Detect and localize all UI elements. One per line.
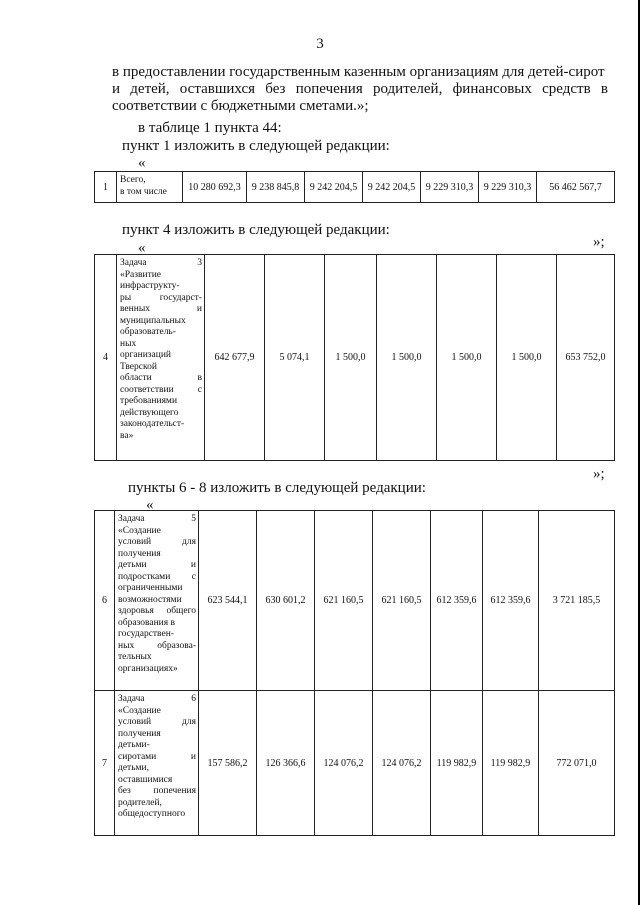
- task-name-line: образования в: [118, 617, 175, 628]
- table-row: [95, 255, 615, 461]
- opening-quote: «: [146, 497, 154, 513]
- task-name-line: подростками с: [118, 571, 196, 582]
- task-name-line: условий для: [118, 717, 196, 727]
- task-name-line: получения: [118, 728, 161, 739]
- task-name-line: Задача 3: [120, 258, 202, 268]
- task-name-line: ограниченными: [118, 583, 183, 593]
- row-number-cell: 6: [95, 511, 115, 691]
- task-name-line: детьми и: [118, 560, 196, 570]
- task-name-line: ва»: [120, 430, 134, 441]
- task-name-line: родителей,: [118, 797, 162, 808]
- intro-line: в предоставлении государственным казенным организациям для детей-сирот: [112, 64, 605, 80]
- task-name-line: требованиями: [120, 396, 178, 406]
- year-value-cell: 9 229 310,3: [479, 172, 537, 203]
- year-value-cell: 9 242 204,5: [305, 172, 363, 203]
- year-value-cell: 612 359,6: [431, 511, 483, 691]
- year-value-cell: 124 076,2: [373, 691, 431, 836]
- year-value-cell: 126 366,6: [257, 691, 315, 836]
- table-row: [95, 691, 615, 836]
- task-name-line: ных образова-: [118, 640, 196, 651]
- task-name-cell: [117, 255, 205, 461]
- year-value-cell: 621 160,5: [315, 511, 373, 691]
- task-name-line: получения: [118, 548, 161, 559]
- intro-paragraph: [112, 64, 608, 115]
- task-name-line: Тверской: [120, 361, 157, 372]
- task-name-line: в том числе: [120, 186, 167, 197]
- row-number-cell: 4: [95, 255, 117, 461]
- row-number-cell: 7: [95, 691, 115, 836]
- task-name-line: венных и: [120, 304, 202, 314]
- task-name-line: возможностями: [118, 594, 182, 605]
- closing-quote: »;: [593, 466, 605, 482]
- year-value-cell: 612 359,6: [483, 511, 539, 691]
- table-item-4: [94, 254, 615, 461]
- year-value-cell: 9 238 845,8: [247, 172, 305, 203]
- year-value-cell: 9 229 310,3: [421, 172, 479, 203]
- row-number-cell: 1: [95, 172, 117, 203]
- year-value-cell: 642 677,9: [205, 255, 265, 461]
- year-value-cell: 10 280 692,3: [183, 172, 247, 203]
- year-value-cell: 621 160,5: [373, 511, 431, 691]
- task-name-line: детьми-: [118, 740, 150, 750]
- task-name-cell: [115, 691, 199, 836]
- task-name-line: образователь-: [120, 327, 176, 337]
- task-name-line: Задача 6: [118, 694, 196, 704]
- task-name-line: сиротами и: [118, 751, 196, 762]
- task-name-line: оставшимися: [118, 774, 173, 785]
- year-value-cell: 1 500,0: [437, 255, 497, 461]
- task-name-line: ных: [120, 338, 137, 349]
- year-value-cell: 1 500,0: [325, 255, 377, 461]
- instruction-item-1: пункт 1 изложить в следующей редакции:: [122, 138, 390, 154]
- task-name-line: условий для: [118, 537, 196, 547]
- task-name-line: области в: [120, 373, 202, 383]
- table-reference: в таблице 1 пункта 44:: [138, 120, 282, 136]
- total-value-cell: 3 721 185,5: [539, 511, 615, 691]
- table-row: [95, 172, 615, 203]
- closing-quote: »;: [593, 234, 605, 250]
- task-name-line: действующего: [120, 407, 179, 418]
- task-name-line: «Развитие: [120, 269, 162, 280]
- year-value-cell: 623 544,1: [199, 511, 257, 691]
- year-value-cell: 630 601,2: [257, 511, 315, 691]
- year-value-cell: 157 586,2: [199, 691, 257, 836]
- year-value-cell: 119 982,9: [431, 691, 483, 836]
- task-name-line: муниципальных: [120, 315, 186, 326]
- task-name-line: ры государст-: [120, 292, 202, 303]
- task-name-line: организаций: [120, 350, 172, 360]
- task-name-line: «Создание: [118, 525, 161, 536]
- task-name-line: законодательст-: [120, 419, 185, 429]
- task-name-line: организациях»: [118, 663, 178, 674]
- intro-line: соответствии с бюджетными сметами.»;: [112, 98, 369, 114]
- year-value-cell: 5 074,1: [265, 255, 325, 461]
- year-value-cell: 9 242 204,5: [363, 172, 421, 203]
- year-value-cell: 1 500,0: [377, 255, 437, 461]
- task-name-cell: [117, 172, 183, 203]
- table-item-1: [94, 171, 615, 203]
- task-name-cell: [115, 511, 199, 691]
- task-name-line: инфраструкту-: [120, 281, 180, 291]
- page-number: 3: [316, 36, 324, 52]
- instruction-items-6-8: пункты 6 - 8 изложить в следующей редакции:: [128, 480, 426, 496]
- table-row: [95, 511, 615, 691]
- task-name-line: «Создание: [118, 705, 161, 716]
- task-name-line: Задача 5: [118, 514, 196, 524]
- task-name-line: тельных: [118, 652, 152, 662]
- intro-line: и детей, оставшихся без попечения родителей, финансовых средств в: [112, 81, 608, 97]
- year-value-cell: 124 076,2: [315, 691, 373, 836]
- task-name-line: общедоступного: [118, 809, 186, 819]
- opening-quote: «: [138, 155, 146, 171]
- year-value-cell: 119 982,9: [483, 691, 539, 836]
- instruction-item-4: пункт 4 изложить в следующей редакции:: [122, 222, 390, 238]
- table-items-6-8: [94, 510, 615, 836]
- task-name-line: государствен-: [118, 629, 174, 639]
- total-value-cell: 772 071,0: [539, 691, 615, 836]
- task-name-line: детьми,: [118, 763, 150, 773]
- opening-quote: «: [138, 240, 146, 256]
- task-name-line: без попечения: [118, 786, 196, 796]
- task-name-line: здоровья общего: [118, 606, 196, 616]
- task-name-line: Всего,: [120, 175, 146, 185]
- year-value-cell: 1 500,0: [497, 255, 557, 461]
- total-value-cell: 653 752,0: [557, 255, 615, 461]
- total-value-cell: 56 462 567,7: [537, 172, 615, 203]
- task-name-line: соответствии с: [120, 384, 202, 395]
